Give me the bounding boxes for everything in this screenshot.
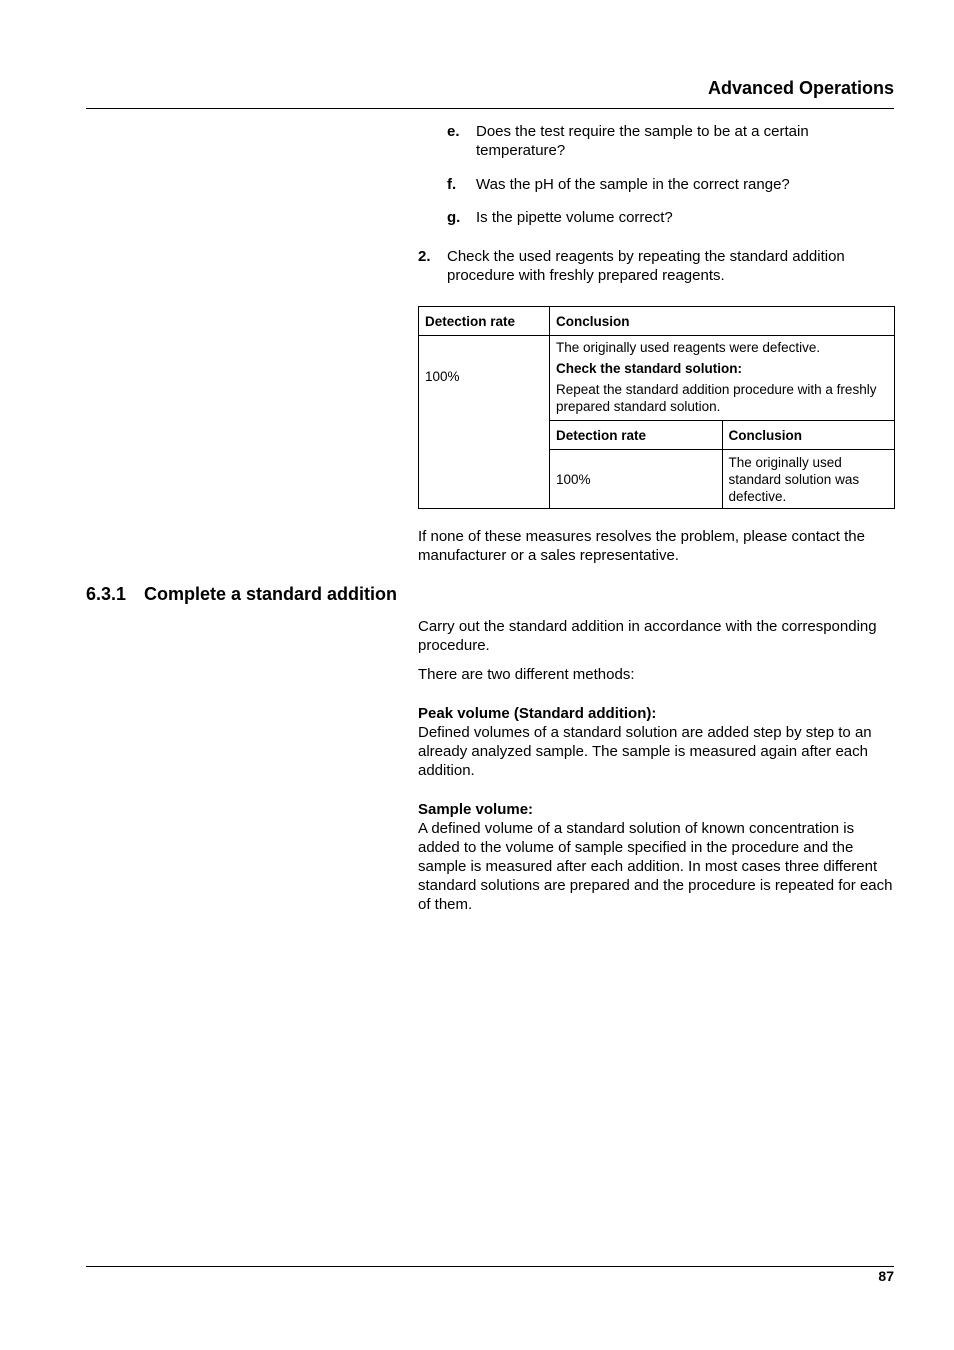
paragraph-text: If none of these measures resolves the problem, please contact the manufacturer or a sales representative. — [418, 528, 865, 564]
list-item-text: Does the test require the sample to be at a certain temperature? — [476, 123, 809, 159]
table-cell-conclusion — [550, 336, 895, 509]
rate-value: 100% — [425, 369, 460, 384]
table-cell-rate — [419, 336, 550, 509]
conclusion-text: The originally used reagents were defective. — [556, 340, 821, 355]
numbered-step — [418, 247, 894, 285]
detection-table-wrap — [418, 306, 896, 509]
table-header-row — [550, 421, 894, 450]
table-cell-rate: 100% — [550, 450, 722, 509]
list-item — [418, 175, 894, 194]
checklist-item-f-wrap — [418, 175, 894, 194]
column-header: Detection rate — [419, 307, 550, 336]
list-marker: g. — [447, 209, 461, 226]
footer-divider — [86, 1266, 894, 1267]
list-marker: e. — [447, 123, 460, 140]
sample-volume-text: A defined volume of a standard solution of known concentration is added to the volume of sample specified in the procedure and the sample is measured after each addition. In most cases three different standard solutions are prepared and the procedure is repeated for each of them. — [418, 820, 893, 913]
table-row — [419, 336, 895, 509]
page-number: 87 — [878, 1268, 894, 1284]
section-number: 6.3.1 — [86, 584, 127, 604]
methods-intro: There are two different methods: — [418, 666, 635, 683]
checklist — [418, 122, 894, 160]
header-divider — [86, 108, 894, 109]
table-cell-conclusion: The originally used standard solution was defective. — [722, 450, 894, 509]
list-marker: f. — [447, 176, 457, 193]
conclusion-heading: Check the standard solution: — [556, 361, 743, 376]
sample-volume-heading: Sample volume: — [418, 801, 534, 818]
intro-paragraph: Carry out the standard addition in accordance with the corresponding procedure. — [418, 618, 877, 654]
conclusion-text: Repeat the standard addition procedure with a freshly prepared standard solution. — [556, 382, 877, 414]
detection-table — [418, 306, 895, 509]
list-item — [418, 208, 894, 227]
table-row — [550, 450, 894, 509]
page-header-title: Advanced Operations — [707, 78, 894, 98]
column-header: Conclusion — [550, 307, 895, 336]
step-text: Check the used reagents by repeating the standard addition procedure with freshly prepared reagents. — [447, 248, 845, 284]
step-2 — [418, 247, 894, 285]
conclusion-block — [550, 336, 894, 420]
step-marker: 2. — [418, 248, 431, 265]
section-title: Complete a standard addition — [144, 584, 398, 604]
list-item-text: Is the pipette volume correct? — [476, 209, 673, 226]
section-body — [418, 617, 894, 914]
peak-volume-text: Defined volumes of a standard solution are added step by step to an already analyzed sample. The sample is measured again after each addition. — [418, 724, 872, 779]
column-header: Detection rate — [550, 421, 722, 450]
peak-volume-heading: Peak volume (Standard addition): — [418, 705, 657, 722]
nested-table — [550, 420, 894, 508]
section-heading — [86, 584, 397, 605]
table-header-row — [419, 307, 895, 336]
list-item-text: Was the pH of the sample in the correct range? — [476, 176, 790, 193]
checklist-item-g-wrap — [418, 208, 894, 227]
support-paragraph — [418, 527, 894, 565]
column-header: Conclusion — [722, 421, 894, 450]
list-item — [418, 122, 894, 160]
